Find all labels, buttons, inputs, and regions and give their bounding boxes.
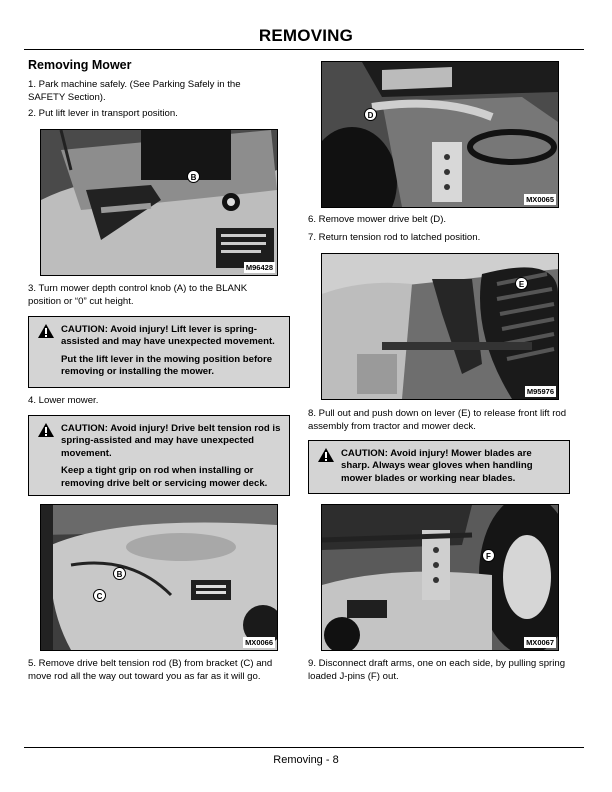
photo-caption: MX0065: [526, 195, 554, 204]
caution-box-tension-rod: [28, 415, 290, 496]
photo-caption: MX0066: [245, 638, 273, 647]
step-5: 5. Remove drive belt tension rod (B) from bracket (C) and move rod all the way out toward you as far as it will go.: [28, 658, 273, 682]
page-title: REMOVING: [258, 26, 354, 45]
draft-arm-illustration: [322, 505, 558, 650]
caution-text-2: Keep a tight grip on rod when installing or removing drive belt or servicing mower deck.: [61, 465, 268, 489]
photo-draft-arms: [321, 504, 559, 651]
footer-rule: [24, 747, 584, 748]
callout-d: D: [364, 108, 377, 121]
warning-icon: [317, 447, 335, 463]
callout-b: B: [113, 567, 126, 580]
section-heading: Removing Mower: [28, 58, 132, 72]
step-3: 3. Turn mower depth control knob (A) to the BLANK position or “0” cut height.: [28, 283, 248, 307]
step-7: 7. Return tension rod to latched position.: [308, 232, 481, 243]
caution-text-1: CAUTION: Avoid injury! Lift lever is spring-assisted and may have unexpected movement.: [61, 324, 275, 348]
header-rule: [24, 49, 584, 50]
callout-f: F: [482, 549, 495, 562]
mower-deck-illustration: [41, 505, 277, 650]
callout-b: B: [187, 170, 200, 183]
photo-tension-rod: [40, 504, 278, 651]
photo-caption: M95976: [526, 387, 554, 396]
callout-e: E: [515, 277, 528, 290]
photo-caption: MX0067: [526, 638, 554, 647]
caution-text-2: Put the lift lever in the mowing position before removing or installing the mower.: [61, 353, 273, 378]
photo-drive-belt: [321, 61, 559, 208]
warning-icon: [37, 323, 55, 339]
callout-c: C: [93, 589, 106, 602]
lift-lever-illustration: [41, 130, 277, 275]
step-2: 2. Put lift lever in transport position.: [28, 108, 178, 119]
photo-front-lift-lever: [321, 253, 559, 400]
step-6: 6. Remove mower drive belt (D).: [308, 214, 447, 225]
drive-belt-illustration: [322, 62, 558, 207]
warning-icon: [37, 422, 55, 438]
photo-lift-lever: [40, 129, 278, 276]
caution-text-1: CAUTION: Avoid injury! Drive belt tension rod is spring-assisted and may have unexpected movement.: [61, 423, 281, 459]
caution-text-1: CAUTION: Avoid injury! Mower blades are sharp. Always wear gloves when handling mower blades or working near blades.: [341, 448, 533, 484]
step-4: 4. Lower mower.: [28, 395, 99, 406]
front-lift-lever-illustration: [322, 254, 558, 399]
step-9: 9. Disconnect draft arms, one on each side, by pulling spring loaded J-pins (F) out.: [308, 658, 566, 682]
caution-box-lift-lever: [28, 316, 290, 388]
photo-caption: M96428: [245, 263, 273, 272]
step-8: 8. Pull out and push down on lever (E) to release front lift rod assembly from tractor and mower deck.: [308, 408, 567, 432]
page-footer: Removing - 8: [273, 754, 339, 766]
step-1: 1. Park machine safely. (See Parking Safely in the SAFETY Section).: [28, 79, 241, 103]
caution-box-blades: [308, 440, 570, 494]
